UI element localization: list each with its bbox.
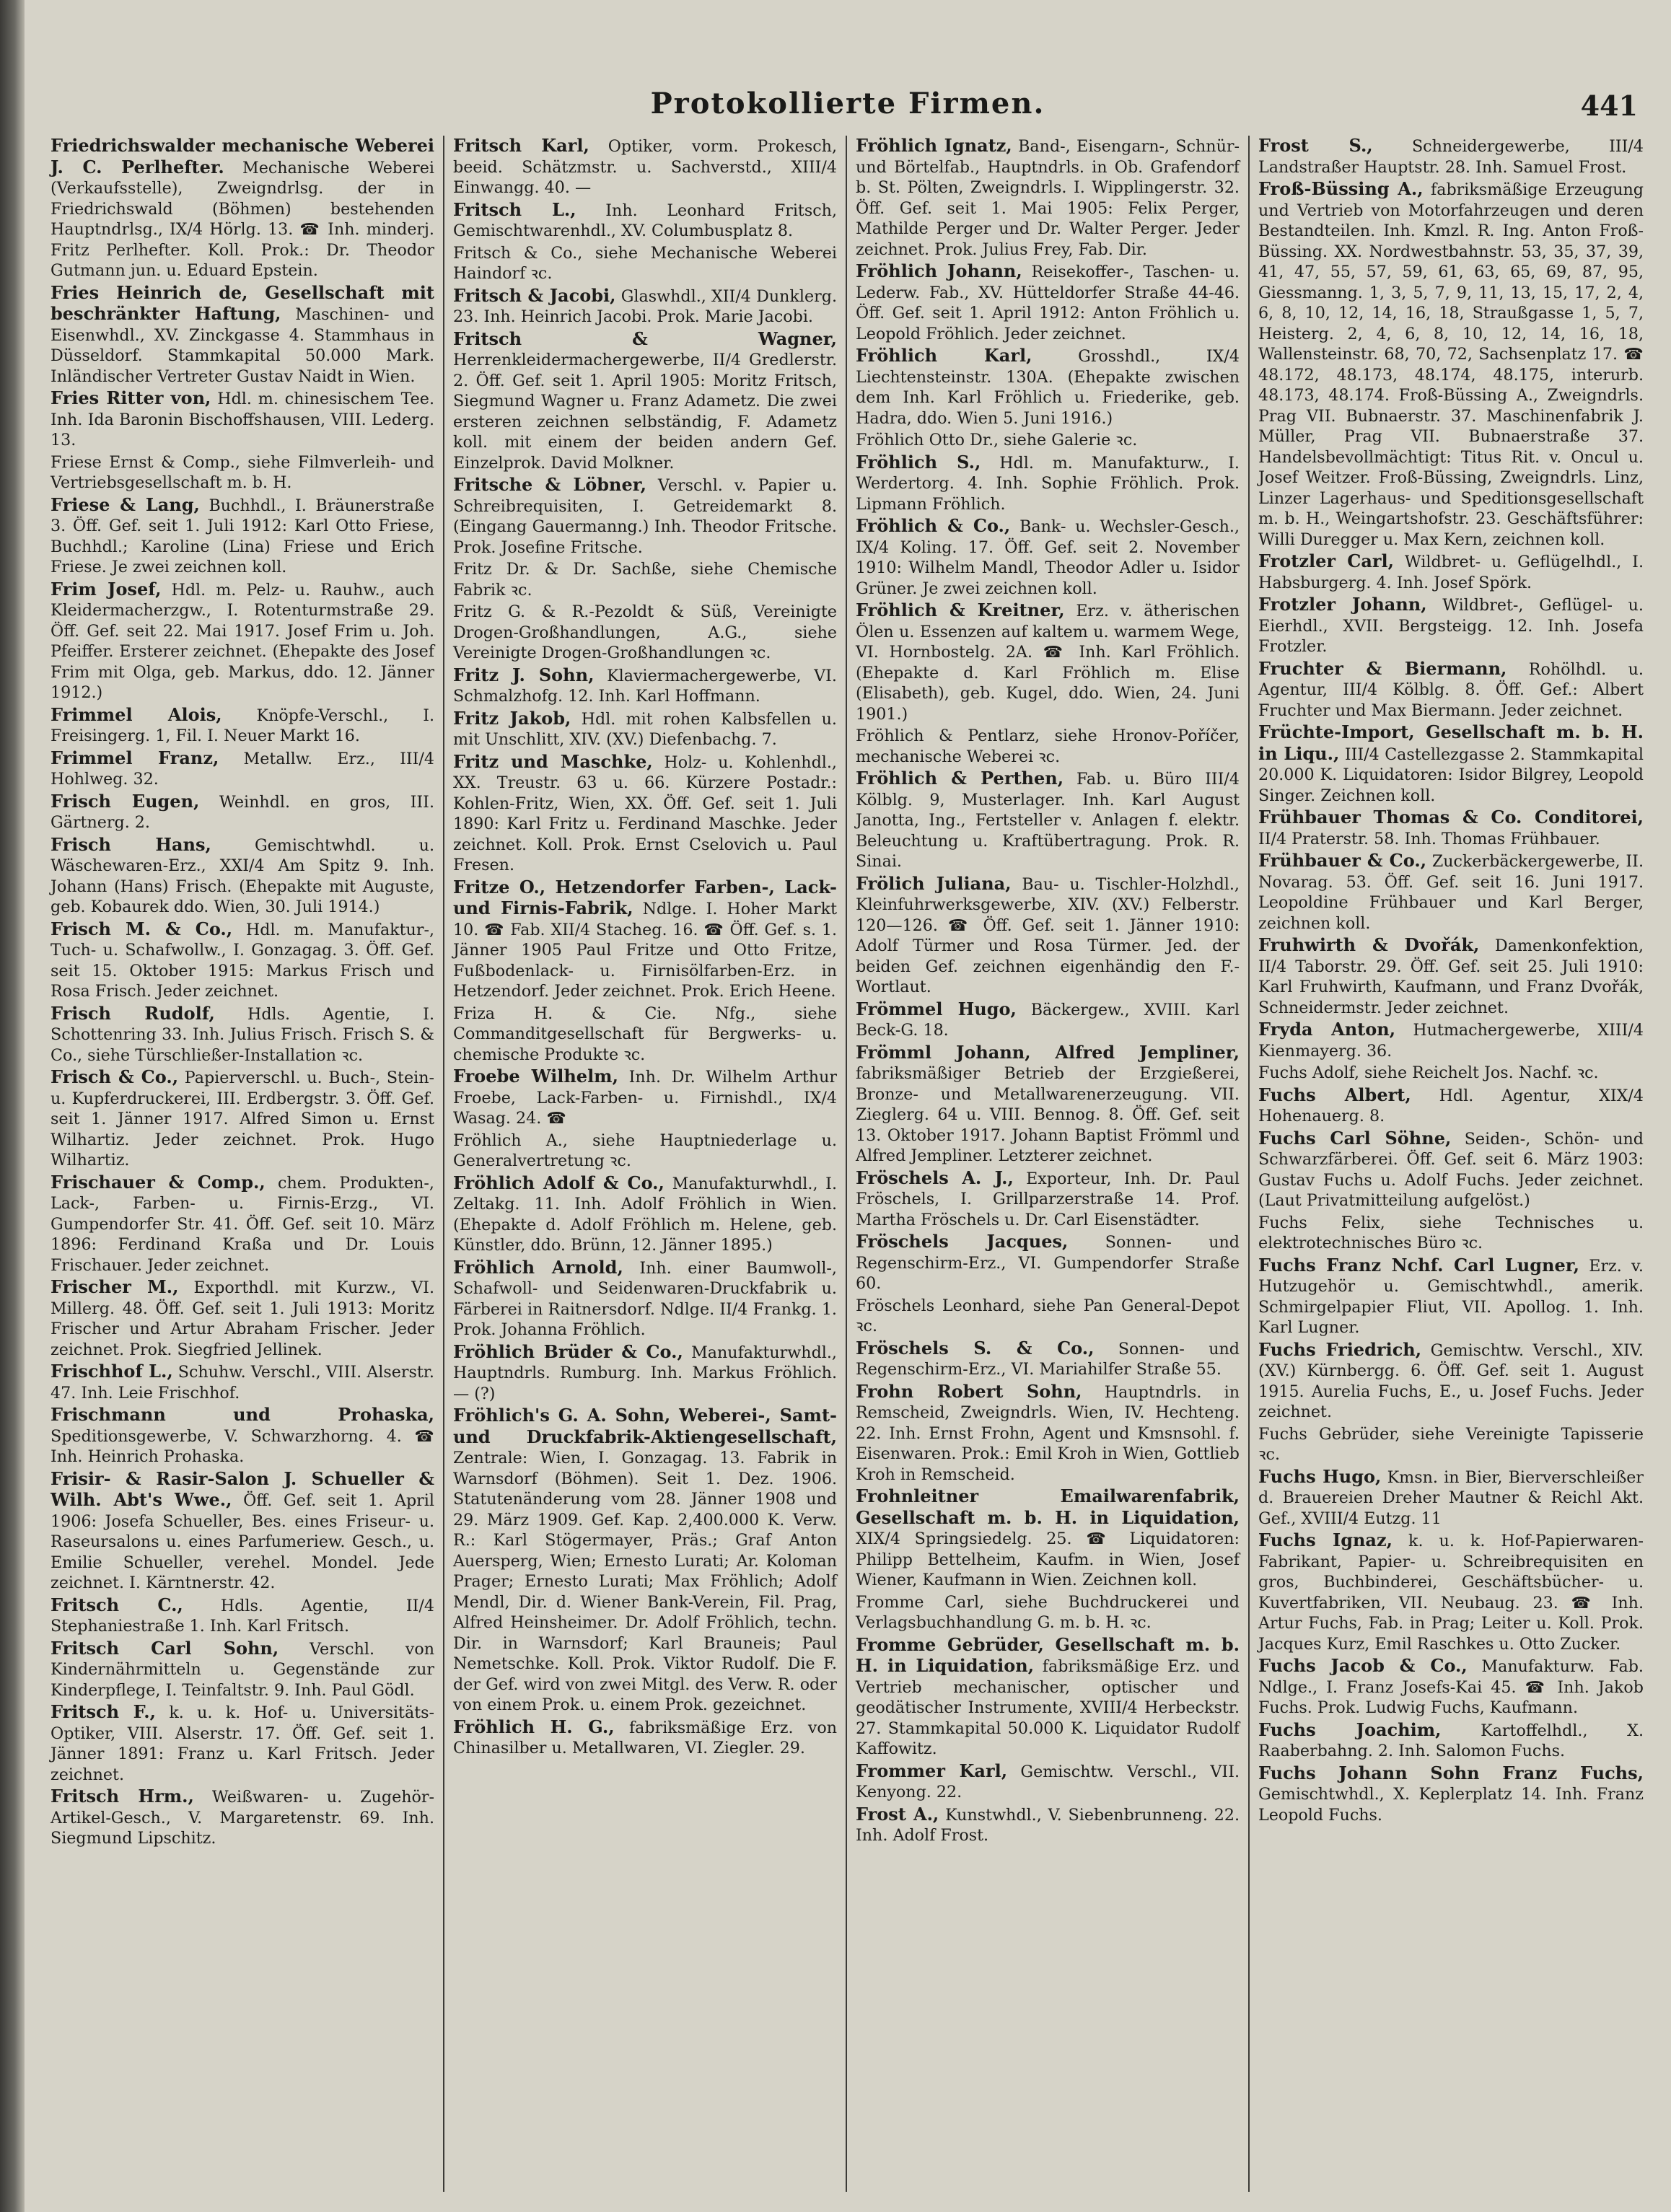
firm-entry [1258,594,1644,657]
firm-name: Fromme Gebrüder, Gesellschaft m. b. H. in Liquidation, [856,1633,1240,1676]
firm-details: Erz. v. ätherischen Ölen u. Essenzen auf kaltem u. warmem Wege, VI. Hornbostelg. 2A. ☎ Inh. Karl Fröhlich. (Ehepakte d. Karl Fröhlich m. Elise (Elisabeth), geb. Kugel, ddo. Wien, 24. Juni 1901.) [856,602,1240,724]
firm-entry [1258,1255,1644,1338]
firm-name: Frisch & Co., [51,1066,179,1087]
firm-entry [1258,807,1644,849]
firm-name: Frost S., [1258,136,1373,156]
firm-details: Weinhdl. en gros, III. Gärtnerg. 2. [51,792,434,832]
firm-entry [51,495,434,578]
firm-entry [856,1592,1240,1633]
firm-name: Frischhof L., [51,1361,173,1382]
firm-name: Fuchs Hugo, [1258,1465,1382,1487]
firm-name: Fröhlich Karl, [856,345,1032,366]
firm-name: Fryda Anton, [1258,1019,1396,1040]
firm-entry [51,1638,434,1701]
firm-details: Damenkonfektion, II/4 Taborstr. 29. Öff. Gef. seit 25. Juli 1910: Karl Fruhwirth, Kaufmann, und Franz Dvořák, Schneidermstr. Jeder zeichnet. [1258,936,1644,1017]
firm-entry [856,1232,1240,1294]
firm-entry [453,1131,837,1172]
firm-details: Ndlge. I. Hoher Markt 10. ☎ Fab. XII/4 Stacheg. 16. ☎ Öff. Gef. s. 1. Jänner 1905 Paul Fritze und Otto Fritze, Fußbodenlack- u. Firnisölfarben-Erz. in Hetzendorf. Jeder zeichnet. Prok. Erich Heene. [453,900,837,1001]
firm-details: Fuchs Adolf, siehe Reichelt Jos. Nachf. ꝛc. [1258,1063,1599,1082]
firm-details: Bäckergew., XVIII. Karl Beck-G. 18. [856,1000,1240,1040]
firm-name: Fröhlich & Perthen, [856,768,1064,789]
firm-entry [453,708,837,750]
firm-name: Früchte-Import, Gesellschaft m. b. H. in Liqu., [1258,721,1644,764]
firm-entry [453,1258,837,1340]
firm-entry [856,726,1240,767]
column-2 [444,136,847,2192]
firm-details: Fritz Dr. & Dr. Sachße, siehe Chemische Fabrik ꝛc. [453,560,837,600]
firm-details: chem. Produkten-, Lack-, Farben- u. Firnis-Erzg., VI. Gumpendorfer Str. 41. Öff. Gef. seit 10. März 1896: Ferdinand Kraßa und Dr. Louis Frischauer. Jeder zeichnet. [51,1173,434,1275]
firm-entry [51,452,434,493]
firm-name: Fuchs Joachim, [1258,1719,1442,1740]
firm-details: Zuckerbäckergewerbe, II. Novarag. 53. Öff. Gef. seit 16. Juni 1917. Leopoldine Frühbauer und Karl Berger, zeichnen koll. [1258,852,1644,933]
firm-details: Gemischtw. Verschl., XIV. (XV.) Kürnbergg. 6. Öff. Gef. seit 1. August 1915. Aurelia Fuchs, E., u. Josef Fuchs. Jeder zeichnet. [1258,1340,1644,1421]
firm-name: Fuchs Albert, [1258,1084,1411,1105]
firm-entry [1258,722,1644,806]
firm-details: Fröschels Leonhard, siehe Pan General-Depot ꝛc. [856,1296,1240,1335]
firm-entry [856,136,1240,260]
firm-name: Frimmel Franz, [51,747,219,768]
firm-name: Fritsch Karl, [453,136,589,156]
firm-name: Fritsch & Jacobi, [453,284,616,306]
firm-name: Friese & Lang, [51,493,200,515]
firm-details: Speditionsgewerbe, V. Schwarzhorng. 4. ☎ Inh. Heinrich Prohaska. [51,1426,434,1466]
firm-details: Hauptndrls. in Remscheid, Zweigndrls. Wien, IV. Hechteng. 22. Inh. Ernst Frohn, Agent und Kmsnsohl. f. Eisenwaren. Prok.: Emil Kroh in Wien, Gottlieb Kroh in Remscheid. [856,1382,1240,1484]
firm-name: Frommer Karl, [856,1760,1008,1781]
firm-details: Fromme Carl, siehe Buchdruckerei und Verlagsbuchhandlung G. m. b. H. ꝛc. [856,1592,1240,1632]
firm-details: Manufakturwhdl., I. Zeltakg. 11. Inh. Adolf Fröhlich in Wien. (Ehepakte d. Adolf Fröhlich m. Helene, geb. Künstler, ddo. Brünn, 12. Jänner 1895.) [453,1174,838,1255]
firm-entry [51,705,434,747]
firm-entry [856,1043,1240,1167]
firm-details: Knöpfe-Verschl., I. Freisingerg. 1, Fil. I. Neuer Markt 16. [51,706,435,745]
firm-entry [453,329,837,474]
firm-details: k. u. k. Hof- u. Universitäts-Optiker, VIII. Alserstr. 17. Öff. Gef. seit 1. Jänner 1891: Franz u. Karl Fritsch. Jeder zeichnet. [51,1703,434,1784]
firm-name: Frisch M. & Co., [51,918,233,939]
firm-details: III/4 Castellezgasse 2. Stammkapital 20.000 K. Liquidatoren: Isidor Bilgrey, Leopold Singer. Zeichnen koll. [1258,745,1644,805]
firm-name: Fuchs Franz Nchf. Carl Lugner, [1258,1254,1579,1276]
firm-details: Kmsn. in Bier, Bierverschleißer d. Brauereien Dreher Mautner & Reichl Akt. Gef., XVIII/4 Eutzg. 11 [1258,1467,1644,1528]
firm-details: Metallw. Erz., III/4 Hohlweg. 32. [51,749,434,789]
firm-entry [1258,1424,1644,1465]
firm-entry [1258,1467,1644,1529]
firm-entry [856,1338,1240,1380]
firm-entry [51,748,434,790]
firm-entry [51,791,434,833]
firm-details: Rohölhdl. u. Agentur, III/4 Kölblg. 8. Öff. Gef.: Albert Fruchter und Max Biermann. Jeder zeichnet. [1258,659,1644,720]
firm-name: Fries Ritter von, [51,387,211,408]
firm-name: Frimmel Alois, [51,703,222,725]
firm-entry [1258,179,1644,550]
firm-details: Hdls. Agentie, I. Schottenring 33. Inh. Julius Frisch. Frisch S. & Co., siehe Türschließer-Installation ꝛc. [51,1004,434,1065]
firm-entry [1258,1720,1644,1762]
firm-details: Hdl. Agentur, XIX/4 Hohenauerg. 8. [1258,1086,1644,1125]
firm-entry [1258,1128,1644,1211]
firm-name: Fritz Jakob, [453,707,571,729]
firm-name: Frotzler Johann, [1258,594,1427,615]
firm-name: Friedrichswalder mechanische Weberei J. C. Perlhefter. [51,136,434,177]
firm-details: Wildbret-, Geflügel- u. Eierhdl., XVII. Bergsteigg. 12. Inh. Josefa Frotzler. [1258,596,1644,656]
firm-name: Frühbauer Thomas & Co. Conditorei, [1258,807,1644,828]
firm-name: Froß-Büssing A., [1258,178,1424,199]
firm-details: Hdl. m. Pelz- u. Rauhw., auch Kleidermacherzgw., I. Rotenturmstraße 29. Öff. Gef. seit 22. Mai 1917. Josef Frim u. Joh. Pfeiffer. Ersterer zeichnet. (Ehepakte des Josef Frim mit Olga, geb. Markus, ddo. 12. Jänner 1912.) [51,580,434,702]
firm-entry [856,874,1240,998]
firm-details: Herrenkleidermachergewerbe, II/4 Gredlerstr. 2. Öff. Gef. seit 1. April 1905: Moritz Fritsch, Siegmund Wagner u. Franz Adametz. Die zwei ersteren zeichnen selbständig, F. Adametz koll. mit einem der beiden andern Gef. Einzelprok. David Molkner. [453,351,837,473]
firm-name: Fritz und Maschke, [453,750,653,772]
page-number: 441 [1580,89,1638,122]
firm-entry [453,1004,837,1066]
firm-name: Fröschels A. J., [856,1167,1014,1188]
firm-details: Hdl. m. Manufakturw., I. Werdertorg. 4. Inh. Sophie Fröhlich. Prok. Lipmann Fröhlich. [856,453,1240,514]
firm-details: Exporteur, Inh. Dr. Paul Fröschels, I. Grillparzerstraße 14. Prof. Martha Fröschels u. Dr. Carl Eisenstädter. [856,1169,1240,1229]
firm-name: Fritz J. Sohn, [453,664,595,685]
firm-details: Manufakturw. Fab. Ndlge., I. Franz Josefs-Kai 45. ☎ Inh. Jakob Fuchs. Prok. Ludwig Fuchs, Kaufmann. [1258,1657,1644,1717]
firm-entry [51,1595,434,1637]
firm-entry [453,752,837,876]
firm-details: Reisekoffer-, Taschen- u. Lederw. Fab., XV. Hütteldorfer Straße 44-46. Öff. Gef. seit 1. April 1912: Anton Fröhlich u. Leopold Fröhlich. Jeder zeichnet. [856,263,1240,343]
firm-details: Schneidergewerbe, III/4 Landstraßer Hauptstr. 28. Inh. Samuel Frost. [1258,137,1644,177]
firm-details: Buchhdl., I. Bräunerstraße 3. Öff. Gef. seit 1. Juli 1912: Karl Otto Friese, Buchhdl.; Karoline (Lina) Friese und Erich Friese. Je zwei zeichnen koll. [51,496,434,576]
firm-entry [453,1717,837,1759]
firm-details: Klaviermachergewerbe, VI. Schmalzhofg. 12. Inh. Karl Hoffmann. [453,666,837,706]
firm-details: Verschl. v. Papier u. Schreibrequisiten, I. Getreidemarkt 8. (Eingang Gauermanng.) Inh. Theodor Fritsche. Prok. Josefine Fritsche. [453,476,838,557]
firm-details: fabriksmäßiger Betrieb der Erzgießerei, Bronze- und Metallwarenerzeugung. VII. Zieglerg. 64 u. VIII. Bennog. 8. Öff. Gef. seit 13. Oktober 1917. Johann Baptist Frömml und Alfred Jempliner. Letzterer zeichnet. [856,1064,1240,1165]
firm-details: Papierverschl. u. Buch-, Stein- u. Kupferdruckerei, III. Erdbergstr. 3. Öff. Gef. seit 1. Jänner 1917. Alfred Simon u. Ernst Wilhartiz. Jeder zeichnet. Prok. Hugo Wilhartiz. [51,1068,434,1169]
firm-entry [1258,1085,1644,1127]
firm-details: Hdl. m. Manufaktur-, Tuch- u. Schafwollw., I. Gonzagag. 3. Öff. Gef. seit 15. Oktober 1915: Markus Frisch und Rosa Frisch. Jeder zeichnet. [51,920,434,1001]
firm-entry [51,136,434,281]
firm-details: Bau- u. Tischler-Holzhdl., Kleinfuhrwerksgewerbe, XIV. (XV.) Felberstr. 120—126. ☎ Öff. Gef. seit 1. Jänner 1910: Adolf Türmer und Rosa Türmer. Jed. der beiden Gef. zeichnen eigenhändig den F.-Wortlaut. [856,874,1240,996]
firm-name: Fritsch L., [453,198,576,220]
firm-details: Gemischtw. Verschl., VII. Kenyong. 22. [856,1762,1240,1801]
firm-name: Froebe Wilhelm, [453,1066,618,1087]
firm-name: Frömml Johann, Alfred Jempliner, [856,1041,1240,1063]
firm-entry [856,600,1240,724]
firm-name: Fröhlich & Co., [856,515,1011,536]
firm-entry [1258,1340,1644,1423]
firm-details: Verschl. von Kindernährmitteln u. Gegenstände zur Kinderpflege, I. Teinfaltstr. 9. Inh. Paul Gödl. [51,1639,434,1700]
firm-name: Frisch Rudolf, [51,1002,215,1024]
firm-entry [1258,659,1644,721]
firm-details: Sonnen- und Regenschirm-Erz., VI. Gumpendorfer Straße 60. [856,1233,1240,1293]
column-3 [847,136,1250,2192]
firm-name: Fröhlich Arnold, [453,1256,623,1278]
firm-name: Frost A., [856,1803,939,1825]
firm-details: Fröhlich A., siehe Hauptniederlage u. Generalvertretung ꝛc. [453,1131,837,1170]
firm-entry [453,602,837,664]
firm-details: Schuhw. Verschl., VIII. Alserstr. 47. Inh. Leie Frischhof. [51,1363,434,1403]
firm-details: Fuchs Gebrüder, siehe Vereinigte Tapisserie ꝛc. [1258,1424,1644,1464]
firm-details: Hutmachergewerbe, XIII/4 Kienmayerg. 36. [1258,1021,1644,1061]
firm-name: Fröhlich H. G., [453,1716,615,1737]
firm-name: Frisir- & Rasir-Salon J. Schueller & Wilh. Abt's Wwe., [51,1467,434,1510]
firm-entry [453,243,837,284]
firm-entry [1258,551,1644,593]
firm-details: Kartoffelhdl., X. Raaberbahng. 2. Inh. Salomon Fuchs. [1258,1721,1644,1760]
firm-details: Kunstwhdl., V. Siebenbrunneng. 22. Inh. Adolf Frost. [856,1805,1240,1845]
firm-entry [856,1486,1240,1591]
firm-entry [856,516,1240,599]
firm-details: Manufakturwhdl., Hauptndrls. Rumburg. Inh. Markus Fröhlich. — (?) [453,1343,837,1403]
firm-entry [453,1173,837,1256]
firm-entry [51,919,434,1002]
firm-name: Fritsch & Wagner, [453,328,837,349]
firm-details: Seiden-, Schön- und Schwarzfärberei. Öff. Gef. seit 6. März 1903: Gustav Fuchs u. Adolf Fuchs. Jeder zeichnet. (Laut Privatmitteilung aufgelöst.) [1258,1129,1644,1210]
firm-name: Fröschels Jacques, [856,1231,1069,1252]
firm-details: Optiker, vorm. Prokesch, beeid. Schätzmstr. u. Sachverstd., XIII/4 Einwangg. 40. — [453,137,837,197]
firm-details: Gemischtwhdl., X. Keplerplatz 14. Inh. Franz Leopold Fuchs. [1258,1785,1644,1825]
firm-entry [51,388,434,451]
firm-name: Frischer M., [51,1276,179,1297]
firm-details: Grosshdl., IX/4 Liechtensteinstr. 130A. (Ehepakte zwischen dem Inh. Karl Fröhlich u. Friederike, geb. Hadra, ddo. Wien 5. Juni 1916.) [856,347,1240,428]
firm-name: Fuchs Ignaz, [1258,1529,1392,1550]
firm-name: Frischauer & Comp., [51,1171,266,1193]
firm-name: Fritsch C., [51,1594,183,1615]
firm-entry [51,579,434,703]
firm-details: Inh. Dr. Wilhelm Arthur Froebe, Lack-Farben- u. Firnishdl., IX/4 Wasag. 24. ☎ [453,1068,837,1128]
firm-entry [453,200,837,242]
firm-details: Sonnen- und Regenschirm-Erz., VI. Mariahilfer Straße 55. [856,1339,1240,1379]
firm-name: Fritsch Carl Sohn, [51,1637,279,1659]
firm-entry [1258,136,1644,177]
firm-details: Fuchs Felix, siehe Technisches u. elektrotechnisches Büro ꝛc. [1258,1213,1644,1252]
firm-name: Frotzler Carl, [1258,550,1394,571]
firm-details: Fröhlich Otto Dr., siehe Galerie ꝛc. [856,431,1138,449]
firm-entry [856,1382,1240,1485]
firm-entry [453,877,837,1002]
firm-entry [51,1702,434,1785]
firm-entry [856,261,1240,344]
firm-entry [1258,1019,1644,1061]
firm-details: Bank- u. Wechsler-Gesch., IX/4 Koling. 17. Öff. Gef. seit 2. November 1910: Wilhelm Mandl, Theodor Adler u. Isidor Grüner. Je zwei zeichnen koll. [856,517,1240,598]
firm-details: Friza H. & Cie. Nfg., siehe Commanditgesellschaft für Bergwerks- u. chemische Produkte ꝛc. [453,1004,837,1064]
firm-name: Fröschels S. & Co., [856,1337,1095,1359]
firm-entry [51,1469,434,1594]
firm-entry [856,768,1240,872]
firm-entry [51,1786,434,1849]
firm-details: fabriksmäßige Erz. von Chinasilber u. Metallwaren, VI. Ziegler. 29. [453,1718,837,1757]
firm-entry [856,1168,1240,1231]
binding-edge [0,0,25,2212]
firm-details: Weißwaren- u. Zugehör-Artikel-Gesch., V. Margaretenstr. 69. Inh. Siegmund Lipschitz. [51,1788,434,1848]
firm-details: Hdl. m. chinesischem Tee. Inh. Ida Baronin Bischoffshausen, VIII. Lederg. 13. [51,390,434,449]
firm-details: Wildbret- u. Geflügelhdl., I. Habsburgerg. 4. Inh. Josef Spörk. [1258,553,1644,592]
firm-details: Inh. Leonhard Fritsch, Gemischtwarenhdl., XV. Columbusplatz 8. [453,201,837,240]
firm-details: fabriksmäßige Erz. und Vertrieb mechanischer, optischer und geodätischer Instrumente, XVIII/4 Herbeckstr. 27. Stammkapital 50.000 K. Liquidator Rudolf Kaffowitz. [856,1657,1240,1758]
page-header [43,87,1652,137]
firm-details: Band-, Eisengarn-, Schnür- und Börtelfab., Hauptndrls. in Ob. Grafendorf b. St. Pölten, Zweigndrls. I. Wipplingerstr. 32. Öff. Gef. seit 1. Mai 1905: Felix Perger, Mathilde Perger und Dr. Walter Perger. Jeder zeichnet. Prok. Julius Frey, Fab. Dir. [856,137,1240,259]
firm-entry [51,1172,434,1276]
firm-name: Fries Heinrich de, Gesellschaft mit beschränkter Haftung, [51,281,434,324]
firm-entry [51,1361,434,1403]
firm-name: Fröhlich & Kreitner, [856,600,1065,620]
firm-name: Fröhlich Ignatz, [856,136,1012,156]
firm-entry [51,283,434,387]
firm-entry [856,1296,1240,1337]
firm-entry [856,1804,1240,1846]
firm-details: Mechanische Weberei (Verkaufsstelle), Zweigndrlsg. der in Friedrichswald (Böhmen) bestehenden Hauptndrlsg., IX/4 Hörlg. 13. ☎ Inh. minderj. Fritz Perlhefter. Koll. Prok.: Dr. Theodor Gutmann jun. u. Eduard Epstein. [51,158,434,280]
firm-details: fabriksmäßige Erzeugung und Vertrieb von Motorfahrzeugen und deren Bestandteilen. Inh. Kmzl. R. Ing. Anton Froß-Büssing. XX. Nordwestbahnstr. 53, 35, 37, 39, 41, 47, 55, 57, 59, 61, 63, 65, 69, 87, 95, Giessmanng. 1, 3, 5, 7, 9, 11, 13, 15, 17, 2, 4, 6, 8, 10, 12, 14, 16, 18, Straußgasse 1, 5, 7, Heisterg. 2, 4, 6, 8, 10, 12, 14, 16, 18, Wallensteinstr. 68, 70, 72, Sachsenplatz 17. ☎ 48.172, 48.173, 48.174, 48.175, interurb. 48.173, 48.174. Froß-Büssing A., Zweigndrls. Prag VII. Bubnaerstr. 37. Maschinenfabrik J. Müller, Prag VII. Bubnaerstraße 37. Handelsbevollmächtigt: Titus Rit. v. Oncul u. Josef Weitzer. Froß-Büssing, Zweigndrls. Linz, Linzer Lagerhaus- und Speditionsgesellschaft m. b. H., Weingartshofstr. 23. Geschäftsführer: Willi Duregger u. Max Kern, zeichnen koll. [1258,180,1644,549]
firm-name: Fröhlich's G. A. Sohn, Weberei-, Samt- und Druckfabrik-Aktiengesellschaft, [453,1405,837,1447]
firm-name: Fritsche & Löbner, [453,474,646,495]
column-4 [1250,136,1652,2192]
firm-details: Maschinen- und Eisenwhdl., XV. Zinckgasse 4. Stammhaus in Düsseldorf. Stammkapital 50.000 Mark. Inländischer Vertreter Gustav Naidt in Wien. [51,305,434,386]
firm-details: Öff. Gef. seit 1. April 1906: Josefa Schueller, Bes. eines Friseur- u. Raseursalons u. eines Parfumeriew. Gesch., u. Emilie Schueller, verehel. Mondel. Jede zeichnet. I. Kärntnerstr. 42. [51,1491,434,1592]
firm-details: Friese Ernst & Comp., siehe Filmverleih- und Vertriebsgesellschaft m. b. H. [51,452,434,492]
firm-entry [453,665,837,707]
firm-name: Fröhlich Adolf & Co., [453,1172,665,1193]
firm-entry [453,136,837,198]
firm-name: Frömmel Hugo, [856,998,1017,1019]
firm-name: Fuchs Jacob & Co., [1258,1655,1468,1676]
firm-details: Holz- u. Kohlenhdl., XX. Treustr. 63 u. 66. Kürzere Postadr.: Kohlen-Fritz, Wien, XX. Öff. Gef. seit 1. Juli 1890: Karl Fritz u. Ferdinand Maschke. Jeder zeichnet. Koll. Prok. Ernst Cselovich u. Paul Fresen. [453,752,837,874]
firm-name: Fuchs Johann Sohn Franz Fuchs, [1258,1762,1644,1783]
firm-entry [453,286,837,328]
firm-details: Exporthdl. mit Kurzw., VI. Millerg. 48. Öff. Gef. seit 1. Juli 1913: Moritz Frischer und Artur Abraham Frischer. Jeder zeichnet. Prok. Siegfried Jellinek. [51,1278,434,1359]
firm-details: Hdls. Agentie, II/4 Stephaniestraße 1. Inh. Karl Fritsch. [51,1596,434,1636]
firm-entry [453,1342,837,1405]
firm-details: Hdl. mit rohen Kalbsfellen u. mit Unschlitt, XIV. (XV.) Diefenbachg. 7. [453,709,837,749]
firm-entry [51,1067,434,1171]
firm-entry [1258,935,1644,1018]
firm-name: Fruchter & Biermann, [1258,657,1507,679]
firm-name: Fritsch Hrm., [51,1786,194,1807]
firm-details: Gemischtwhdl. u. Wäschewaren-Erz., XXI/4 Am Spitz 9. Inh. Johann (Hans) Frisch. (Ehepakte mit Auguste, geb. Kobaurek ddo. Wien, 30. Juli 1914.) [51,835,435,916]
firm-entry [1258,1213,1644,1254]
firm-details: Fritsch & Co., siehe Mechanische Weberei Haindorf ꝛc. [453,243,837,283]
firm-name: Frisch Hans, [51,833,211,855]
firm-entry [856,999,1240,1041]
firm-entry [453,475,837,558]
firm-entry [1258,851,1644,934]
firm-entry [51,1277,434,1360]
firm-entry [856,1761,1240,1803]
column-1 [42,136,444,2192]
firm-entry [453,1066,837,1129]
firm-details: Inh. einer Baumwoll-, Schafwoll- und Seidenwaren-Druckfabrik u. Färberei in Raitnersdorf. Ndlge. II/4 Frankg. 1. Prok. Johanna Fröhlich. [453,1258,837,1339]
firm-entry [1258,1063,1644,1084]
firm-name: Fruhwirth & Dvořák, [1258,934,1480,955]
firm-entry [453,559,837,600]
firm-entry [856,346,1240,429]
firm-name: Fuchs Carl Söhne, [1258,1127,1452,1149]
firm-name: Frohn Robert Sohn, [856,1380,1082,1402]
firm-entry [453,1405,837,1716]
firm-entry [51,835,434,918]
firm-details: XIX/4 Springsiedelg. 25. ☎ Liquidatoren: Philipp Bettelheim, Kaufm. in Wien, Josef Wiener, Kaufmann in Wien. Zeichnen koll. [856,1529,1240,1589]
firm-entry [51,1004,434,1066]
firm-name: Fröhlich S., [856,451,981,473]
firm-entry [1258,1656,1644,1719]
firm-name: Frohnleitner Emailwarenfabrik, Gesellschaft m. b. H. in Liquidation, [856,1485,1240,1528]
firm-details: Fritz G. & R.-Pezoldt & Süß, Vereinigte Drogen-Großhandlungen, A.G., siehe Vereinigte Drogen-Großhandlungen ꝛc. [453,602,837,662]
firm-details: Glaswhdl., XII/4 Dunklerg. 23. Inh. Heinrich Jacobi. Prok. Marie Jacobi. [453,286,838,326]
firm-name: Fröhlich Johann, [856,260,1022,281]
firm-entry [856,1635,1240,1760]
firm-details: k. u. k. Hof-Papierwaren-Fabrikant, Papier- u. Schreibrequisiten en gros, Buchbinderei, Geschäftsbücher- u. Kuvertfabriken, VII. Neubaug. 23. ☎ Inh. Artur Fuchs, Fab. in Prag; Leiter u. Koll. Prok. Jacques Kurz, Emil Raschkes u. Otto Zucker. [1258,1532,1644,1654]
firm-name: Fritsch F., [51,1701,156,1722]
firm-name: Fröhlich Brüder & Co., [453,1340,683,1362]
firm-entry [1258,1530,1644,1654]
firm-entry [51,1405,434,1467]
firm-name: Fritze O., Hetzendorfer Farben-, Lack- und Firnis-Fabrik, [453,876,837,918]
firm-entry [856,452,1240,515]
running-title: Protokollierte Firmen. [650,87,1045,120]
firm-name: Frölich Juliana, [856,872,1012,894]
directory-columns [42,136,1652,2192]
firm-entry [856,430,1240,451]
firm-name: Frisch Eugen, [51,790,200,812]
firm-name: Fuchs Friedrich, [1258,1338,1422,1360]
firm-details: Fab. u. Büro III/4 Kölblg. 9, Musterlager. Inh. Karl August Janotta, Ing., Fertsteller v. Anlagen f. elektr. Beleuchtung u. Kraftübertragung. Prok. R. Sinai. [856,770,1240,871]
firm-name: Frim Josef, [51,578,162,600]
firm-name: Frühbauer & Co., [1258,850,1427,871]
firm-details: Fröhlich & Pentlarz, siehe Hronov-Poříčer, mechanische Weberei ꝛc. [856,727,1240,766]
firm-entry [1258,1763,1644,1826]
firm-details: II/4 Praterstr. 58. Inh. Thomas Frühbauer. [1258,829,1600,848]
firm-details: Erz. v. Hutzugehör u. Gemischtwhdl., amerik. Schmirgelpapier Fliut, VII. Apollog. 1. Inh. Karl Lugner. [1258,1256,1644,1337]
firm-name: Frischmann und Prohaska, [51,1404,434,1425]
firm-details: Zentrale: Wien, I. Gonzagag. 13. Fabrik in Warnsdorf (Böhmen). Seit 1. Dez. 1906. Statutenänderung vom 28. Jänner 1908 und 29. März 1909. Gef. Kap. 2,400.000 K. Verw. R.: Karl Stögermayer, Präs.; Graf Anton Auersperg, Wien; Ernesto Lurati; Ar. Koloman Prager; Ernesto Lurati; Max Fröhlich; Adolf Mendl, Dir. d. Wiener Bank-Verein, Fil. Prag, Alfred Heinsheimer. Dr. Adolf Fröhlich, techn. Dir. in Warnsdorf; Karl Brauneis; Paul Nemetschke. Koll. Prok. Viktor Rudolf. Die F. der Gef. wird von zwei Mitgl. des Verw. R. oder von einem Prok. u. einem Prok. gezeichnet. [453,1449,837,1714]
